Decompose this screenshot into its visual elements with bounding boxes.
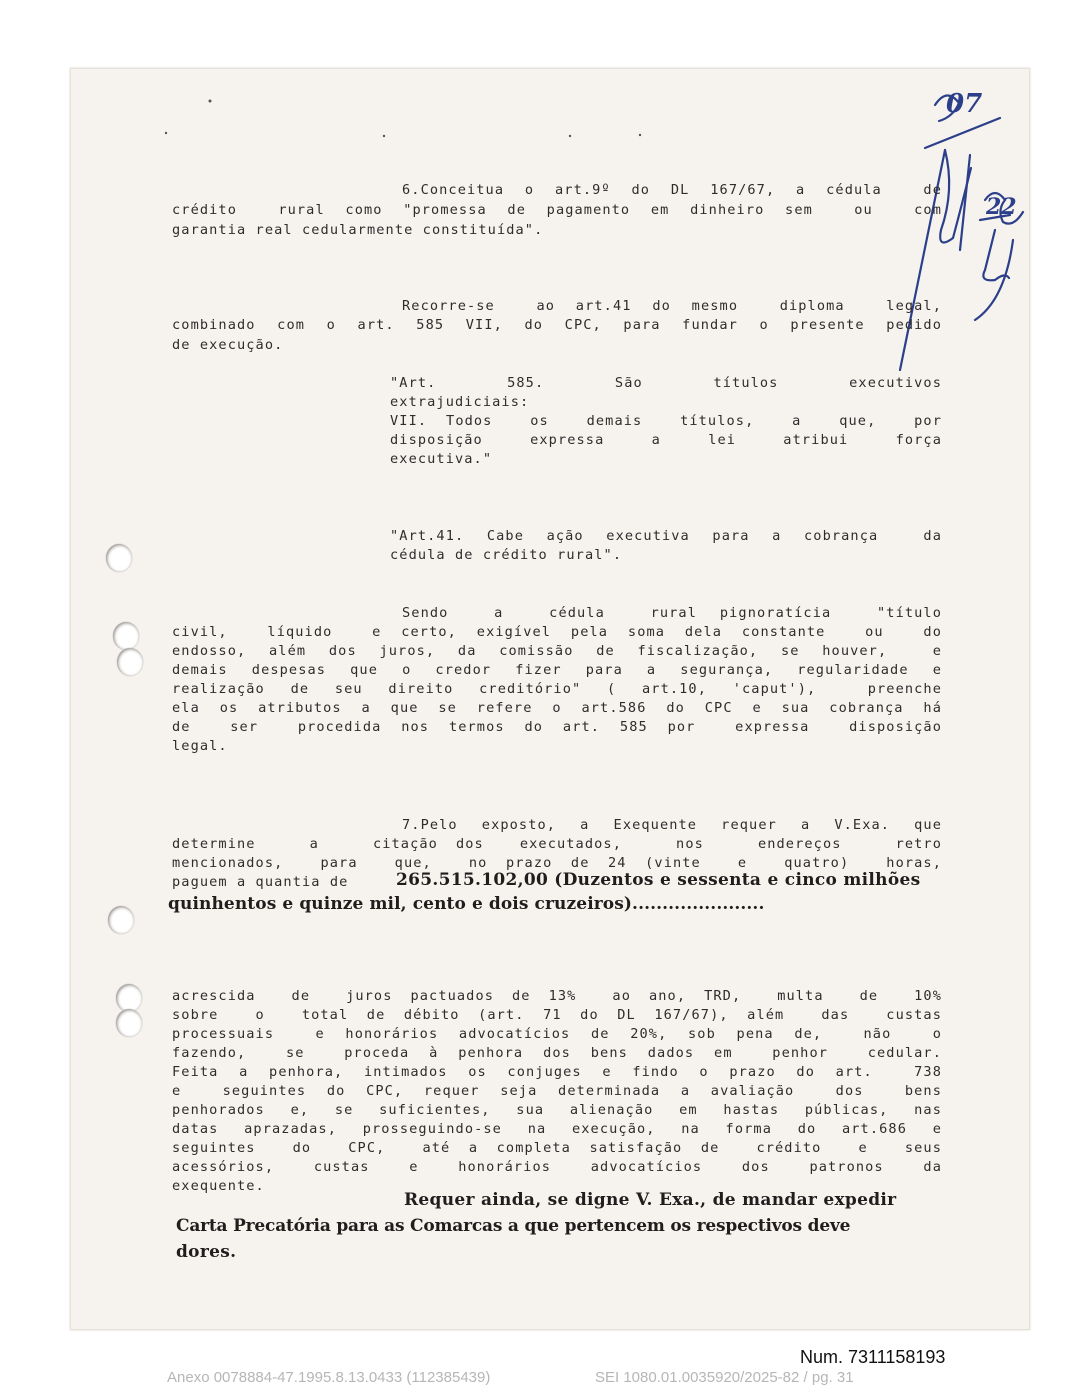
paragraph-acrescida-line: processuais e honorários advocatícios de 20%, sob pena de, não o (172, 1026, 942, 1042)
paragraph-acrescida-line: sobre o total de débito (art. 71 do DL 167/67), além das custas (172, 1007, 942, 1023)
paragraph-sendo-line: civil, líquido e certo, exigível pela soma dela constante ou do (172, 624, 942, 640)
paragraph-6-line: 6.Conceitua o art.9º do DL 167/67, a cédula de (402, 182, 942, 198)
paragraph-7-line: determine a citação dos executados, nos endereços retro (172, 836, 942, 852)
sei-page-reference: SEI 1080.01.0035920/2025-82 / pg. 31 (595, 1369, 854, 1386)
paragraph-acrescida-line: penhorados e, se suficientes, sua alienação em hastas públicas, nas (172, 1102, 942, 1118)
paragraph-sendo-line: ela os atributos a que se refere o art.586 do CPC e sua cobrança há (172, 700, 942, 716)
quote-585-line: executiva." (390, 451, 493, 467)
paragraph-recorre-line: de execução. (172, 337, 284, 353)
paragraph-7-line: mencionados, para que, no prazo de 24 (vinte e quatro) horas, (172, 855, 942, 871)
quote-585-line: disposição expressa a lei atribui força (390, 432, 942, 448)
paragraph-sendo-line: Sendo a cédula rural pignoratícia "título (402, 605, 942, 621)
requer-line: Carta Precatória para as Comarcas a que pertencem os respectivos deve (176, 1216, 851, 1236)
paragraph-acrescida-line: fazendo, se proceda à penhora dos bens dados em penhor cedular. (172, 1045, 942, 1061)
paragraph-sendo-line: endosso, além dos juros, da comissão de fiscalização, se houver, e (172, 643, 942, 659)
paragraph-sendo-line: realização de seu direito creditório" ( art.10, 'caput'), preenche (172, 681, 942, 697)
quote-41-line: cédula de crédito rural". (390, 547, 623, 563)
paragraph-sendo-line: demais despesas que o credor fizer para a segurança, regularidade e (172, 662, 942, 678)
paragraph-acrescida-line: Feita a penhora, intimados os conjuges e findo o prazo do art. 738 (172, 1064, 942, 1080)
paragraph-recorre-line: combinado com o art. 585 VII, do CPC, para fundar o presente pedido (172, 317, 942, 333)
paragraph-sendo-line: de ser procedida nos termos do art. 585 por expressa disposição (172, 719, 942, 735)
quote-41-line: "Art.41. Cabe ação executiva para a cobrança da (390, 528, 942, 544)
handwritten-page-number: 22 (986, 194, 1017, 220)
quote-585-line: VII. Todos os demais títulos, a que, por (390, 413, 942, 429)
paragraph-acrescida-line: exequente. (172, 1178, 265, 1194)
requer-line: dores. (176, 1242, 237, 1262)
paragraph-6-line: crédito rural como "promessa de pagamento em dinheiro sem ou com (172, 202, 942, 218)
paragraph-acrescida-line: seguintes do CPC, até a completa satisfação de crédito e seus (172, 1140, 942, 1156)
requer-line: Requer ainda, se digne V. Exa., de mandar expedir (404, 1190, 897, 1210)
amount-line: 265.515.102,00 (Duzentos e sessenta e cinco milhões (396, 870, 921, 890)
paragraph-acrescida-line: datas aprazadas, prosseguindo-se na execução, na forma do art.686 e (172, 1121, 942, 1137)
quote-585-line: "Art. 585. São títulos executivos (390, 375, 942, 391)
paragraph-acrescida-line: e seguintes do CPC, requer seja determinada a avaliação dos bens (172, 1083, 942, 1099)
paragraph-acrescida-line: acessórios, custas e honorários advocatícios dos patronos da (172, 1159, 942, 1175)
paragraph-acrescida-line: acrescida de juros pactuados de 13% ao ano, TRD, multa de 10% (172, 988, 942, 1004)
annex-reference: Anexo 0078884-47.1995.8.13.0433 (112385439) (167, 1369, 491, 1386)
amount-line: quinhentos e quinze mil, cento e dois cruzeiros)...................... (168, 894, 765, 914)
document-number: Num. 7311158193 (800, 1347, 946, 1367)
paragraph-7-line: 7.Pelo exposto, a Exequente requer a V.Exa. que (402, 817, 942, 833)
paragraph-6-line: garantia real cedularmente constituída". (172, 222, 544, 238)
paragraph-sendo-line: legal. (172, 738, 228, 754)
quote-585-line: extrajudiciais: (390, 394, 530, 410)
paragraph-recorre-line: Recorre-se ao art.41 do mesmo diploma legal, (402, 298, 942, 314)
handwritten-page-number: 07 (946, 89, 983, 119)
paragraph-7-line: paguem a quantia de (172, 874, 349, 890)
